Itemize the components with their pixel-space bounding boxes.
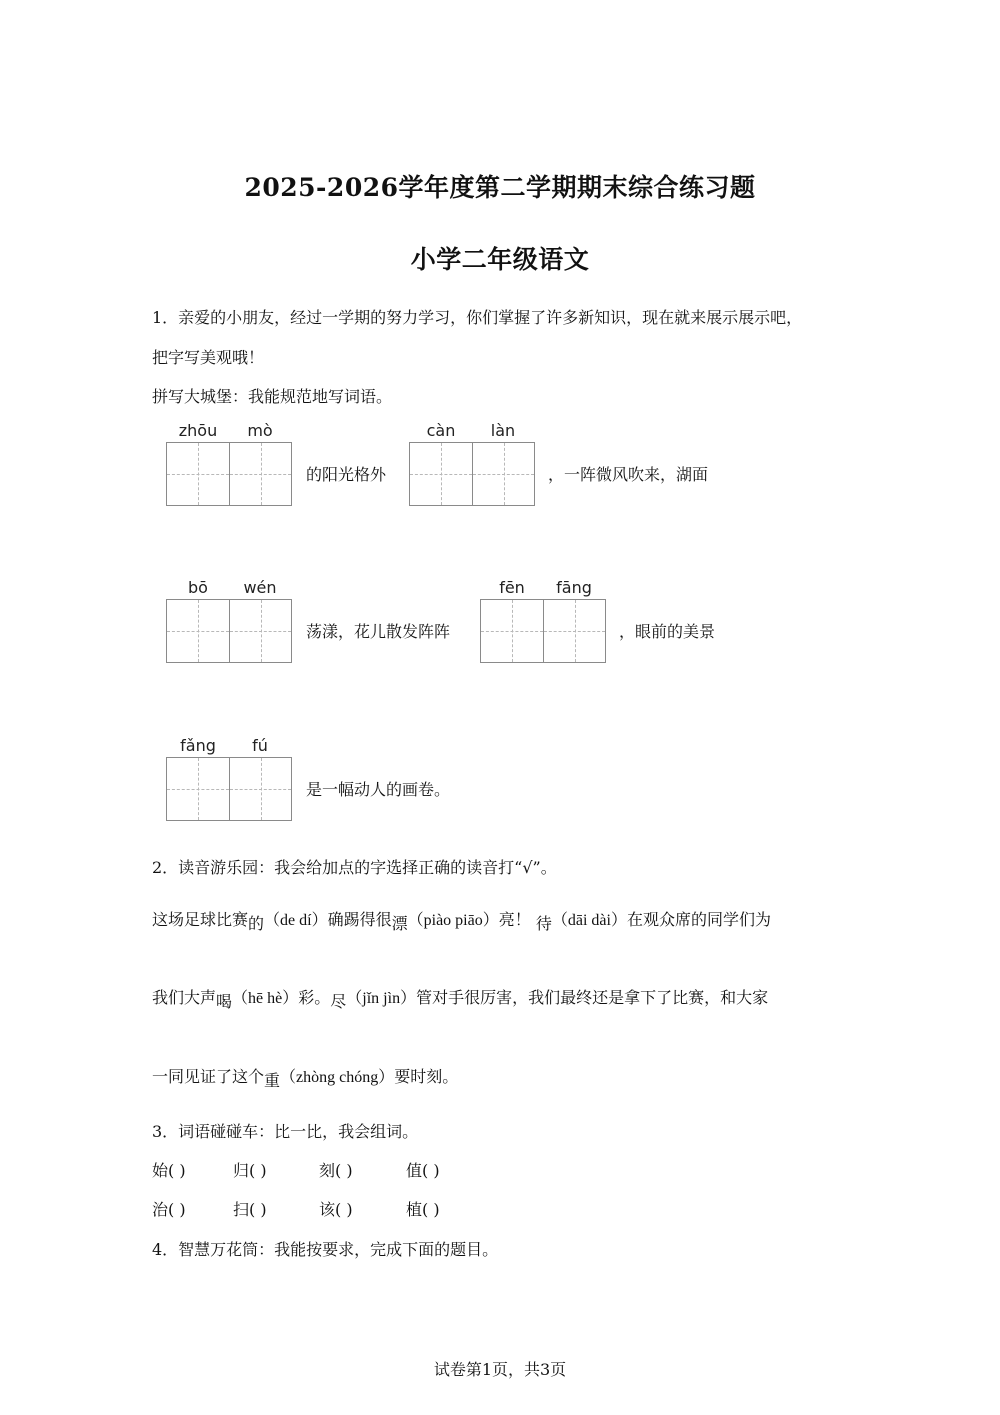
reading-options[interactable]: （piào piāo） [407,912,499,929]
pinyin-label: fǎng [180,736,216,755]
q2-text: 管对手很厉害，我们最终还是拿下了比赛，和大家 [416,988,769,1007]
reading-options[interactable]: （hē hè） [232,990,299,1007]
dotted-char: 待 [535,914,552,933]
q3-word-item[interactable]: 该( ) [319,1200,353,1219]
q2-line3 [152,1064,459,1090]
pinyin-label: wén [243,578,277,597]
writing-cell[interactable] [229,443,291,505]
q2-line1 [152,907,771,933]
q1-text: ，一阵微风吹来，湖面 [548,465,709,484]
q2-text: 一同见证了这个 [152,1067,265,1086]
q2-text: 在观众席的同学们为 [626,910,771,929]
writing-grid[interactable] [409,442,535,506]
dotted-char: 的 [248,914,265,933]
reading-options[interactable]: （jǐn jìn） [346,990,417,1007]
dotted-char: 喝 [216,992,233,1011]
q3-word-item[interactable]: 刻( ) [319,1161,353,1180]
pinyin-label: fāng [556,578,592,597]
q3-word-item[interactable]: 归( ) [233,1161,267,1180]
pinyin-label: làn [490,421,516,440]
q1-intro-line2: 把字写美观哦！ [152,348,265,367]
writing-cell[interactable] [410,443,472,505]
q2-text: 确踢得很 [327,910,392,929]
dotted-char: 尽 [330,992,347,1011]
q3-heading: 3．词语碰碰车：比一比，我会组词。 [152,1122,419,1141]
q1-intro-line1: 1．亲爱的小朋友，经过一学期的努力学习，你们掌握了许多新知识，现在就来展示展示吧， [152,308,803,327]
q1-section-heading: 拼写大城堡：我能规范地写词语。 [152,387,393,406]
page-subtitle: 小学二年级语文 [410,245,590,274]
q1-text: 荡漾，花儿散发阵阵 [306,622,451,641]
pinyin-label: bō [188,578,208,597]
page-footer: 试卷第1页，共3页 [433,1360,567,1379]
q3-word-item[interactable]: 扫( ) [233,1200,267,1219]
writing-cell[interactable] [167,758,229,820]
pinyin-label: fú [252,736,268,755]
pinyin-label: mò [247,421,273,440]
q2-line2 [152,985,769,1011]
q3-word-item[interactable]: 植( ) [406,1200,440,1219]
writing-cell[interactable] [167,443,229,505]
q4-heading: 4．智慧万花筒：我能按要求，完成下面的题目。 [152,1240,499,1259]
q2-text: 亮！ [498,910,531,929]
pinyin-label: zhōu [178,421,218,440]
writing-grid[interactable] [480,599,606,663]
dotted-char: 漂 [391,914,408,933]
writing-cell[interactable] [229,758,291,820]
q2-text: 这场足球比赛 [152,910,249,929]
writing-cell[interactable] [472,443,534,505]
q1-text: 的阳光格外 [306,465,387,484]
page-title: 2025-2026学年度第二学期期末综合练习题 [244,173,756,202]
writing-cell[interactable] [229,600,291,662]
pinyin-label: càn [426,421,456,440]
q1-text: 是一幅动人的画卷。 [306,780,451,799]
q3-word-item[interactable]: 治( ) [152,1200,186,1219]
q3-word-item[interactable]: 始( ) [152,1161,186,1180]
q3-word-item[interactable]: 值( ) [406,1161,440,1180]
writing-grid[interactable] [166,442,292,506]
pinyin-label: fēn [499,578,525,597]
reading-options[interactable]: （de dí） [264,912,328,929]
reading-options[interactable]: （zhòng chóng） [280,1069,395,1086]
q2-heading: 2．读音游乐园：我会给加点的字选择正确的读音打“√”。 [152,858,557,877]
writing-grid[interactable] [166,599,292,663]
q1-text: ，眼前的美景 [619,622,716,641]
dotted-char: 重 [264,1071,281,1090]
reading-options[interactable]: （dāi dài） [551,912,627,929]
writing-grid[interactable] [166,757,292,821]
q2-text: 我们大声 [152,988,217,1007]
q2-text: 彩。 [298,988,331,1007]
writing-cell[interactable] [543,600,605,662]
writing-cell[interactable] [481,600,543,662]
writing-cell[interactable] [167,600,229,662]
q2-text: 要时刻。 [394,1067,459,1086]
